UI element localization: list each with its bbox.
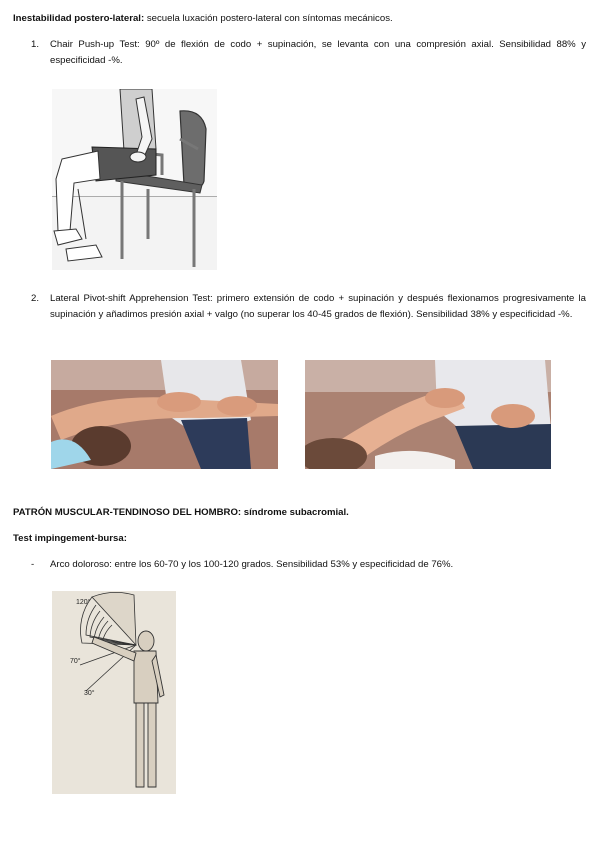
pivot-shift-photo-extension [51,360,278,469]
list-number: 1. [31,39,40,50]
subheading-impingement: Test impingement-bursa: [13,533,127,544]
pivot-shift-photo-flexion [305,360,551,469]
bullet-dash: - [31,559,35,570]
list-number: 2. [31,293,40,304]
list-item-text: Lateral Pivot-shift Apprehension Test: primero extensión de codo + supinación y después flexionamos progresivamente la supinación y añadimos presión axial + valgo (no superar los 40-45 grados de flexión). Sensibilidad 38% y especificidad -%. [50,293,586,320]
list-item-text: Chair Push-up Test: 90º de flexión de codo + supinación, se levanta con una compresión axial. Sensibilidad 88% y especificidad -%. [50,39,586,66]
bullet-text: Arco doloroso: entre los 60-70 y los 100-120 grados. Sensibilidad 53% y especificidad de 76%. [50,559,454,570]
heading-rest: secuela luxación postero-lateral con síntomas mecánicos. [144,13,393,24]
section-heading-instability [13,11,588,27]
chair-push-up-illustration [52,89,217,270]
heading-bold: Inestabilidad postero-lateral: [13,13,145,24]
arc-label-70: 70° [70,658,81,665]
painful-arc-illustration [52,591,176,794]
arc-label-30: 30° [84,690,95,697]
section-heading-shoulder: PATRÓN MUSCULAR-TENDINOSO DEL HOMBRO: síndrome subacromial. [13,507,349,518]
arc-label-120: 120° [76,599,91,606]
